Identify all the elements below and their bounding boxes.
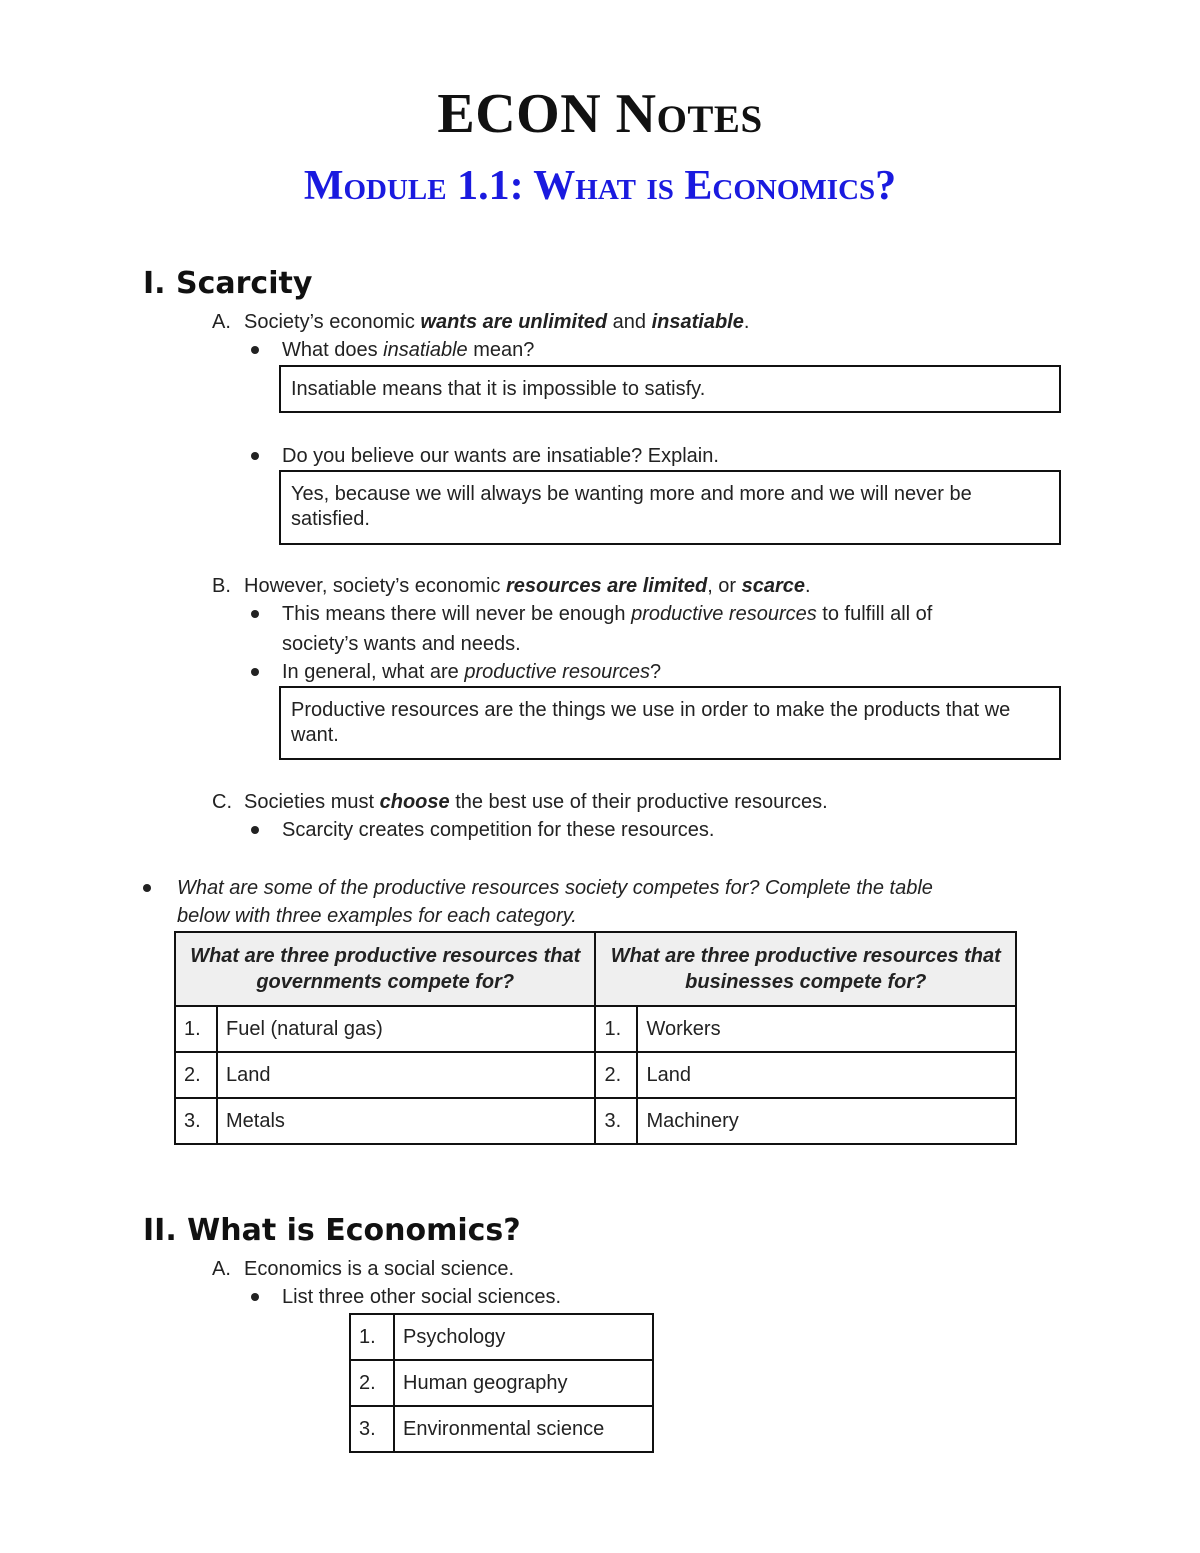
answer-box-insatiable[interactable]: Insatiable means that it is impossible to satisfy. xyxy=(279,365,1061,413)
item-a: A. Economics is a social science. xyxy=(212,1255,514,1283)
government-resource-cell[interactable]: Fuel (natural gas) xyxy=(217,1006,595,1052)
social-science-cell[interactable]: Psychology xyxy=(394,1314,653,1360)
bullet-icon xyxy=(251,1293,259,1301)
social-science-cell[interactable]: Human geography xyxy=(394,1360,653,1406)
table-header-row xyxy=(175,932,1016,1006)
item-a: A. Society’s economic wants are unlimited and insatiable. xyxy=(212,308,749,336)
item-b: B. However, society’s economic resources are limited, or scarce. xyxy=(212,572,811,600)
answer-box-productive-resources[interactable]: Productive resources are the things we use in order to make the products that we want. xyxy=(279,686,1061,760)
item-marker: C. xyxy=(212,791,232,813)
row-number: 1. xyxy=(595,1006,637,1052)
bullet-never-enough: This means there will never be enough productive resources to fulfill all of xyxy=(282,603,933,625)
row-number: 1. xyxy=(175,1006,217,1052)
bullet-icon xyxy=(251,452,259,460)
business-resource-cell[interactable]: Workers xyxy=(637,1006,1016,1052)
module-title: Module 1.1: What is Economics? xyxy=(303,163,897,209)
bullet-icon xyxy=(251,610,259,618)
item-c: C. Societies must choose the best use of their productive resources. xyxy=(212,788,828,816)
table-row xyxy=(350,1360,653,1406)
table-row xyxy=(175,1098,1016,1144)
bullet-competition: Scarcity creates competition for these resources. xyxy=(282,819,715,841)
government-resource-cell[interactable]: Land xyxy=(217,1052,595,1098)
bullet-believe-question: Do you believe our wants are insatiable? Explain. xyxy=(282,445,719,467)
government-resource-cell[interactable]: Metals xyxy=(217,1098,595,1144)
bullet-insatiable-question: What does insatiable mean? xyxy=(282,339,535,361)
row-number: 3. xyxy=(350,1406,394,1452)
row-number: 2. xyxy=(175,1052,217,1098)
section-heading-scarcity: I. Scarcity xyxy=(143,266,313,301)
bullet-icon xyxy=(251,668,259,676)
document-title: ECON Notes xyxy=(437,83,763,145)
social-science-cell[interactable]: Environmental science xyxy=(394,1406,653,1452)
bullet-list-social-sciences: List three other social sciences. xyxy=(282,1286,562,1308)
bullet-productive-resources-question: In general, what are productive resources? xyxy=(282,661,662,683)
social-sciences-table xyxy=(349,1313,654,1453)
table-row xyxy=(175,1052,1016,1098)
item-marker: A. xyxy=(212,311,231,333)
item-marker: A. xyxy=(212,1258,231,1280)
header-governments: What are three productive resources that governments compete for? xyxy=(175,932,595,1006)
bullet-icon xyxy=(251,346,259,354)
row-number: 2. xyxy=(350,1360,394,1406)
resources-table xyxy=(174,931,1017,1145)
row-number: 3. xyxy=(175,1098,217,1144)
row-number: 1. xyxy=(350,1314,394,1360)
bullet-never-enough-continued: society’s wants and needs. xyxy=(282,633,521,655)
bullet-icon xyxy=(143,884,151,892)
table-row xyxy=(175,1006,1016,1052)
table-row xyxy=(350,1406,653,1452)
row-number: 2. xyxy=(595,1052,637,1098)
table-question-line-1: What are some of the productive resources society competes for? Complete the table xyxy=(177,877,933,899)
answer-box-believe[interactable]: Yes, because we will always be wanting more and more and we will never be satisfied. xyxy=(279,470,1061,545)
section-heading-what-is-economics: II. What is Economics? xyxy=(143,1213,521,1248)
header-businesses: What are three productive resources that businesses compete for? xyxy=(595,932,1016,1006)
table-question-line-2: below with three examples for each category. xyxy=(177,905,577,927)
business-resource-cell[interactable]: Land xyxy=(637,1052,1016,1098)
item-marker: B. xyxy=(212,575,231,597)
bullet-icon xyxy=(251,826,259,834)
row-number: 3. xyxy=(595,1098,637,1144)
table-row xyxy=(350,1314,653,1360)
business-resource-cell[interactable]: Machinery xyxy=(637,1098,1016,1144)
